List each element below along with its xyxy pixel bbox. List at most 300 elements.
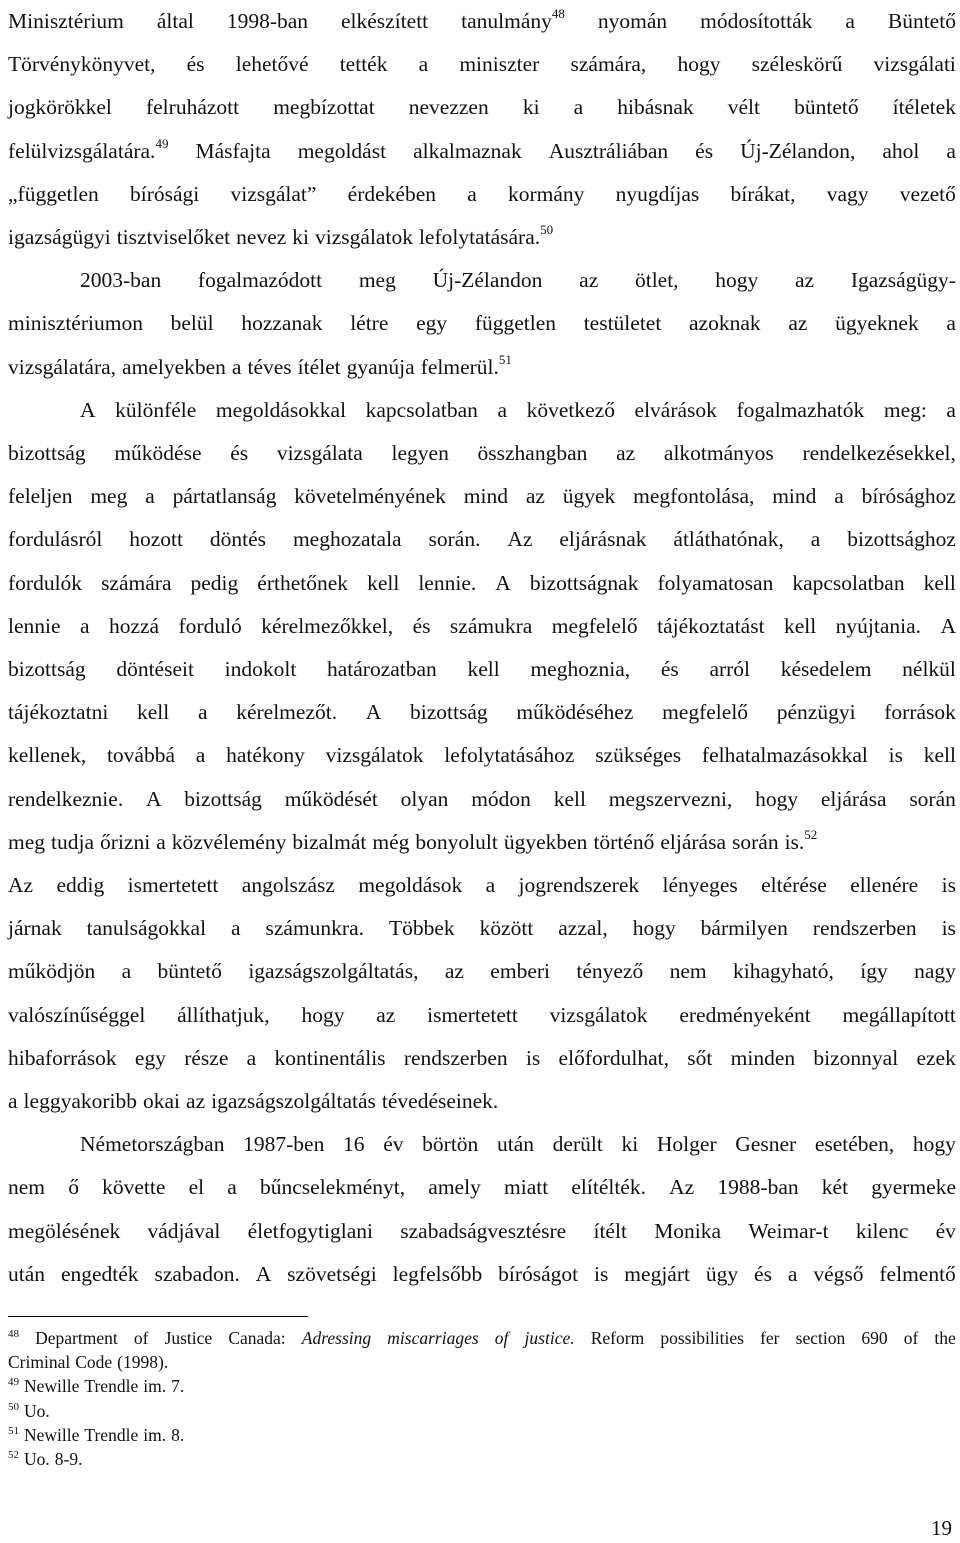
word: okai (143, 1089, 181, 1113)
word: működése (114, 441, 202, 465)
word: továbbá (106, 743, 176, 768)
word: megfelelő (551, 613, 638, 638)
word: döntés (209, 527, 267, 552)
word-italic: miscarriages (387, 1328, 479, 1348)
word: a (231, 916, 241, 941)
footnote-ref[interactable]: 52 (804, 826, 818, 842)
word: elvárások (634, 397, 717, 422)
word: tisztviselőket (116, 225, 231, 249)
word: sőt (687, 1045, 713, 1070)
word: ismertetett (127, 873, 219, 897)
word: széleskörű (751, 52, 843, 77)
word: kérelmezőt. (236, 700, 338, 725)
word: működéséhez (516, 700, 634, 725)
text-line (8, 216, 956, 259)
word: ő (68, 1175, 79, 1200)
word: 8. (171, 1424, 185, 1445)
word: hozott (129, 527, 183, 552)
text-line (8, 86, 956, 129)
word: bizottságnak (529, 570, 639, 595)
word: gyanúja (346, 354, 415, 379)
word: lennie. (418, 570, 477, 595)
word: késedelem (780, 657, 872, 681)
word: indokolt (224, 657, 297, 681)
word: vádjával (147, 1218, 221, 1243)
word: Uo. (24, 1449, 50, 1469)
word: lényeges (662, 873, 738, 897)
word: minisztériumon (8, 311, 143, 336)
word: angolszász (241, 873, 335, 897)
word: ki (621, 1132, 639, 1157)
word: Németországban (80, 1132, 225, 1157)
word: is (941, 873, 956, 897)
word: bírósági (129, 181, 200, 206)
word: Monika (654, 1218, 722, 1243)
footnote-ref[interactable]: 51 (498, 351, 512, 367)
word: eljárása (820, 786, 887, 811)
word: létre (350, 311, 389, 336)
word: (1998). (117, 1352, 169, 1373)
word-italic: Adressing (301, 1328, 372, 1348)
word: megoldások (358, 873, 463, 897)
word: testületet (583, 311, 662, 336)
word: bírósághoz (861, 484, 956, 509)
word: két (821, 1175, 849, 1200)
word: im. (143, 1424, 167, 1445)
word: gyermeke (871, 1175, 956, 1200)
word: év (935, 1218, 956, 1243)
footnote-line (8, 1326, 956, 1350)
word: is (941, 916, 956, 941)
word: elítélték. (571, 1175, 646, 1200)
word: esetében, (814, 1132, 895, 1157)
word: közvélemény (171, 829, 287, 854)
word: kell (923, 570, 956, 595)
word: nagy (914, 959, 956, 984)
word: felülvizsgálatára.$^{49}$ (8, 135, 169, 163)
word: megállapított (842, 1002, 956, 1027)
word-italic: of (494, 1328, 509, 1348)
word: hogy (301, 1002, 345, 1027)
word: Canada: (228, 1328, 286, 1348)
word: között (479, 916, 534, 941)
word: Többek (388, 916, 455, 941)
word: rendszerben (403, 1045, 508, 1070)
word: megölésének (8, 1218, 121, 1243)
word: vizsgálati (873, 52, 956, 77)
word: az (579, 268, 599, 293)
word: fordulásról (8, 527, 103, 552)
word: megszervezni, (608, 786, 733, 811)
word: bizonnyal (813, 1045, 899, 1070)
word: kell (783, 613, 817, 638)
text-line (8, 389, 956, 432)
word: szabadságvesztésre (400, 1218, 567, 1243)
word: Új-Zélandon (432, 268, 543, 293)
word: része (184, 1045, 229, 1070)
word: Az (507, 527, 533, 552)
word: nyújtania. (835, 613, 922, 638)
text-line (8, 173, 956, 216)
text-line (8, 605, 956, 648)
text-line (8, 562, 956, 605)
word: a (573, 95, 584, 120)
word: azoknak (689, 311, 761, 336)
word: követelményének (294, 484, 446, 509)
footnote-line (8, 1374, 956, 1398)
word: 8-9. (54, 1449, 83, 1469)
word: működését (284, 786, 378, 811)
word: fordulók (8, 570, 83, 595)
word: the (934, 1328, 956, 1348)
word: hozzanak (241, 311, 323, 336)
word: hogy (755, 786, 799, 811)
word: 1998-ban (226, 9, 309, 33)
word: kihagyható, (732, 959, 834, 984)
text-line (8, 518, 956, 561)
word: során (909, 786, 956, 811)
word: ítéletek (892, 95, 956, 120)
word: kapcsolatban (365, 397, 478, 422)
word: eredményeként (679, 1002, 811, 1027)
word: az (525, 484, 545, 509)
word: Holger (656, 1132, 717, 1157)
word: a (845, 9, 855, 33)
word: feleljen (8, 484, 73, 509)
word: kormány (507, 181, 585, 206)
word: összhangban (477, 441, 588, 465)
text-line (8, 1037, 956, 1080)
word: Trendle (84, 1376, 139, 1397)
word: szövetségi (287, 1261, 377, 1286)
word: döntéseit (116, 657, 194, 681)
text-line (8, 1080, 956, 1123)
word: Másfajta (195, 138, 271, 163)
word: ki (292, 225, 310, 249)
word: ügyeknek (835, 311, 919, 336)
word: megoldást (297, 138, 387, 163)
word: még (372, 829, 410, 854)
word: im. (143, 1376, 167, 1397)
word: Justice (164, 1328, 213, 1348)
word: számunkra. (265, 916, 365, 941)
word-italic: justice. (524, 1328, 575, 1348)
text-line (8, 0, 956, 43)
word: kell (137, 700, 170, 725)
word: ügyek (562, 484, 616, 509)
word: számára (101, 570, 172, 595)
word: téves (247, 354, 292, 379)
word: meghoznia, (530, 657, 631, 681)
word: miatt (504, 1175, 549, 1200)
text-line (8, 1166, 956, 1209)
word: alkotmányos (663, 441, 774, 465)
word: járnak (8, 916, 62, 941)
word: Trendle (84, 1424, 139, 1445)
word: A (145, 786, 162, 811)
word: és (186, 52, 205, 77)
word: módon (471, 786, 531, 811)
word: megbízottat (273, 95, 375, 120)
word: szabadon. (154, 1261, 240, 1286)
word: ki (522, 95, 540, 120)
word: és (230, 441, 249, 465)
text-line (8, 994, 956, 1037)
word: Az (669, 1175, 695, 1200)
word: Minisztérium (8, 9, 124, 33)
word: fogalmazódott (197, 268, 323, 293)
word: vezető (899, 181, 956, 206)
word: források (884, 700, 956, 725)
word: után (8, 1261, 46, 1286)
word: alkalmaznak (413, 138, 522, 163)
word: leggyakoribb (23, 1089, 137, 1113)
word: tanulságokkal (86, 916, 207, 941)
word: Törvénykönyvet, (8, 52, 156, 77)
word: kilenc (855, 1218, 909, 1243)
word: igazságügyi (8, 225, 111, 249)
word: a (497, 397, 508, 422)
text-line (8, 907, 956, 950)
word: érdekében (347, 181, 436, 206)
word: kell (467, 657, 500, 681)
word: tanulmány$^{48}$ (461, 6, 565, 33)
word: után (496, 1132, 534, 1157)
text-line (8, 1253, 956, 1296)
word: el (188, 1175, 205, 1200)
footnote-ref[interactable]: 49 (155, 135, 169, 151)
word: vizsgálata (276, 441, 363, 465)
word: 7. (171, 1376, 185, 1397)
word: működjön (8, 959, 96, 984)
word: a (227, 1175, 237, 1200)
text-line (8, 432, 956, 475)
text-line (8, 950, 956, 993)
word: a (485, 873, 496, 897)
word: az (616, 441, 636, 465)
word: A (495, 570, 511, 595)
footnote-number: 48 (8, 1328, 19, 1340)
word: nem (669, 959, 707, 984)
word: kérelmezőkkel, (261, 613, 394, 638)
word: így (860, 959, 888, 984)
word: és (660, 657, 679, 681)
word: követte (102, 1175, 166, 1200)
word: a (79, 613, 90, 638)
word: hogy (912, 1132, 956, 1157)
word: eljárása (660, 829, 726, 854)
word: és (695, 138, 714, 163)
word: amelyekben (122, 354, 226, 379)
word: pénzügyi (776, 700, 856, 725)
word: Newille (24, 1424, 80, 1445)
word: of (133, 1328, 149, 1348)
word: ügyekben (503, 829, 588, 854)
word: is (888, 743, 903, 768)
word: A (80, 397, 96, 422)
word: hibásnak (617, 95, 694, 120)
word: meg (90, 484, 128, 509)
word: a (8, 1089, 18, 1113)
word: section (795, 1328, 846, 1348)
text-line (8, 1210, 956, 1253)
word: tájékoztatni (8, 700, 109, 725)
word: vizsgálatok (549, 1002, 648, 1027)
word: A (365, 700, 382, 725)
word: legfelsőbb (392, 1261, 483, 1286)
footnote-number: 52 (8, 1449, 19, 1461)
word: lefolytatásához (444, 743, 575, 768)
word: büntető (794, 95, 859, 120)
word: miniszter (459, 52, 540, 77)
word: Newille (24, 1376, 80, 1397)
word: következő (526, 397, 615, 422)
word: határozatban (326, 657, 437, 681)
word: A (940, 613, 956, 638)
word: rendelkezésekkel, (802, 441, 956, 465)
word: engedték (60, 1261, 139, 1286)
word: bármilyen (700, 916, 788, 941)
word: is (525, 1045, 541, 1070)
word: vizsgálatára, (8, 354, 117, 379)
word: bizottság (184, 786, 262, 811)
word: mind (772, 484, 817, 509)
word: tényező (576, 959, 644, 984)
word: az (186, 1089, 206, 1113)
word: azzal, (558, 916, 608, 941)
word: az (376, 1002, 396, 1027)
word: A (255, 1261, 272, 1286)
word: hogy (715, 268, 759, 293)
word: bírákat, (730, 181, 796, 206)
word: az (788, 311, 808, 336)
word: 690 (861, 1328, 888, 1348)
word: felmentő (879, 1261, 956, 1286)
word: 2003-ban (80, 268, 162, 293)
word: a (121, 959, 132, 984)
word: Új-Zélandon, (740, 138, 856, 163)
word: tévedéseinek. (381, 1089, 499, 1113)
word: vagy (826, 181, 869, 206)
word: meg (8, 829, 46, 854)
word: bűncselekményt, (260, 1175, 406, 1200)
word: során. (428, 527, 481, 552)
word: possibilities (660, 1328, 744, 1348)
word: az (444, 959, 464, 984)
word: jogkörökkel (8, 95, 112, 120)
word: börtön (422, 1132, 479, 1157)
word: szükséges (595, 743, 682, 768)
word: vizsgálatok (315, 225, 413, 249)
text-line (8, 1123, 956, 1166)
word: Büntető (887, 9, 956, 33)
word: független (474, 311, 557, 336)
word: a (145, 484, 155, 509)
word: nevezzen (408, 95, 489, 120)
word: számukra (449, 613, 533, 638)
word: egy (416, 311, 448, 336)
text-line (8, 43, 956, 86)
word: vélt (727, 95, 761, 120)
word: is (594, 1261, 609, 1286)
word: végső (813, 1261, 864, 1286)
word: év (383, 1132, 404, 1157)
footnote-ref[interactable]: 48 (551, 6, 565, 21)
word: a (231, 354, 242, 379)
text-line (8, 734, 956, 777)
word: ügy (705, 1261, 739, 1286)
word: minden (730, 1045, 796, 1070)
word: belül (170, 311, 214, 336)
word: Reform (590, 1328, 645, 1348)
word: tudja (51, 829, 95, 854)
word: igazságszolgáltatás (211, 1089, 376, 1113)
word: eljárásnak (559, 527, 647, 552)
word: lehetővé (235, 52, 309, 77)
text-line (8, 346, 956, 389)
footnote-line (8, 1423, 956, 1447)
word: hogy (632, 916, 676, 941)
word: megoldásokkal (215, 397, 347, 422)
footnote-line (8, 1350, 956, 1374)
word: és (412, 613, 431, 638)
footnote-line (8, 1399, 956, 1423)
word: rendelkeznie. (8, 786, 124, 811)
text-line (8, 864, 956, 907)
word: 1987-ben (243, 1132, 325, 1157)
word: lefolytatására.$^{50}$ (418, 222, 554, 249)
word: bizottsághoz (847, 527, 956, 552)
word: a (834, 484, 844, 509)
word: olyan (400, 786, 449, 811)
word: megfontolása, (633, 484, 755, 509)
text-line (8, 475, 956, 518)
word: hibaforrások (8, 1045, 117, 1070)
word: bizottság (410, 700, 488, 725)
text-line (8, 259, 956, 302)
word: őrizni (100, 829, 151, 854)
word: bonyolult (415, 829, 498, 854)
word: módosították (700, 9, 813, 33)
word: pártatlanság (172, 484, 277, 509)
word: „független (8, 181, 99, 206)
word: bizottság (8, 441, 86, 465)
word: elkészített (340, 9, 429, 33)
word: mind (463, 484, 508, 509)
word: amely (428, 1175, 481, 1200)
word: számára, (570, 52, 647, 77)
word: a (946, 138, 956, 163)
footnote-ref[interactable]: 50 (540, 222, 554, 237)
word: átláthatónak, (673, 527, 784, 552)
word: Criminal (8, 1352, 71, 1373)
word: kapcsolatban (792, 570, 905, 595)
word: a (810, 527, 821, 552)
word: vizsgálatok (325, 743, 424, 768)
word: meghozatala (292, 527, 402, 552)
word: felmerül.$^{51}$ (420, 351, 512, 379)
word: emberi (490, 959, 550, 984)
word: életfogytiglani (247, 1218, 373, 1243)
word: büntető (157, 959, 222, 984)
word: bizalmát (292, 829, 367, 854)
word: ezek (916, 1045, 956, 1070)
word: arról (709, 657, 751, 681)
word: megfelelő (662, 700, 749, 725)
word: is.$^{52}$ (784, 826, 818, 854)
word: állíthatjuk, (177, 1002, 270, 1027)
text-line (8, 648, 956, 691)
